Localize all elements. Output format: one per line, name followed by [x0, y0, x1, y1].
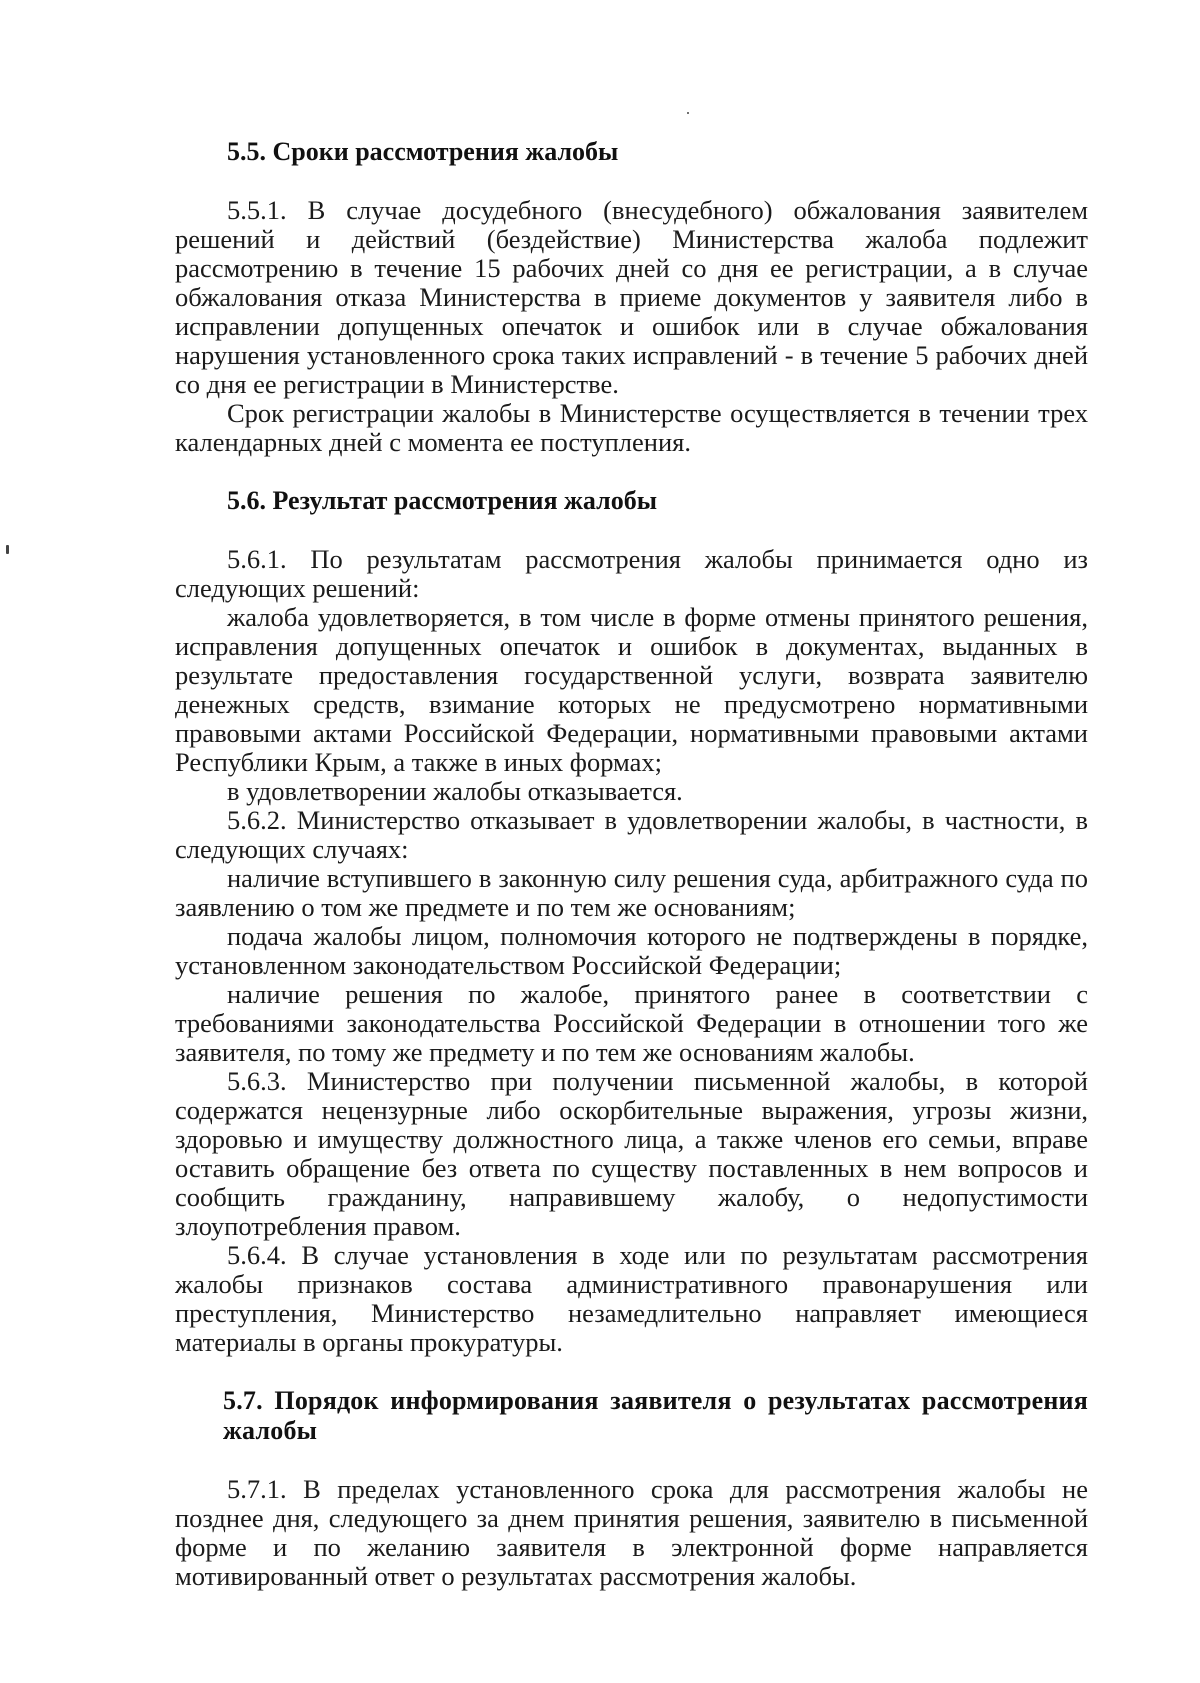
paragraph: в удовлетворении жалобы отказывается.: [227, 776, 683, 806]
section-heading-5-5: 5.5. Сроки рассмотрения жалобы: [227, 137, 619, 166]
paragraph: подача жалобы лицом, полномочия которого не подтверждены в порядке, установленном законодательством Российской Федерации;: [175, 921, 1088, 980]
paragraph: 5.6.4. В случае установления в ходе или по результатам рассмотрения жалобы признаков состава административного правонарушения или преступления, Министерство незамедлительно направляет имеющиеся материалы в органы прокуратуры.: [175, 1240, 1088, 1357]
document-body: [175, 137, 1088, 1591]
scan-speck: [6, 545, 9, 554]
paragraph: 5.5.1. В случае досудебного (внесудебного) обжалования заявителем решений и действий (бездействие) Министерства жалоба подлежит рассмотрению в течение 15 рабочих дней со дня ее регистрации, а в случае обжалования отказа Министерства в приеме документов у заявителя либо в исправлении допущенных опечаток и ошибок или в случае обжалования нарушения установленного срока таких исправлений - в течение 5 рабочих дней со дня ее регистрации в Министерстве.: [175, 195, 1088, 399]
paragraph: жалоба удовлетворяется, в том числе в форме отмены принятого решения, исправления допущенных опечаток и ошибок в документах, выданных в результате предоставления государственной услуги, возврата заявителю денежных средств, взимание которых не предусмотрено нормативными правовыми актами Российской Федерации, нормативными правовыми актами Республики Крым, а также в иных формах;: [175, 602, 1088, 777]
paragraph: 5.6.1. По результатам рассмотрения жалобы принимается одно из следующих решений:: [175, 544, 1088, 603]
paragraph: наличие решения по жалобе, принятого ранее в соответствии с требованиями законодательства Российской Федерации в отношении того же заявителя, по тому же предмету и по тем же основаниям жалобы.: [175, 979, 1088, 1067]
scan-speck: [687, 112, 689, 114]
paragraph: 5.6.2. Министерство отказывает в удовлетворении жалобы, в частности, в следующих случаях:: [175, 805, 1088, 864]
section-heading-5-6: 5.6. Результат рассмотрения жалобы: [227, 486, 658, 515]
paragraph: 5.6.3. Министерство при получении письменной жалобы, в которой содержатся нецензурные либо оскорбительные выражения, угрозы жизни, здоровью и имуществу должностного лица, а также членов его семьи, вправе оставить обращение без ответа по существу поставленных в нем вопросов и сообщить гражданину, направившему жалобу, о недопустимости злоупотребления правом.: [175, 1066, 1088, 1241]
paragraph: Срок регистрации жалобы в Министерстве осуществляется в течении трех календарных дней с момента ее поступления.: [175, 398, 1088, 457]
paragraph: 5.7.1. В пределах установленного срока для рассмотрения жалобы не позднее дня, следующего за днем принятия решения, заявителю в письменной форме и по желанию заявителя в электронной форме направляется мотивированный ответ о результатах рассмотрения жалобы.: [175, 1474, 1088, 1591]
paragraph: наличие вступившего в законную силу решения суда, арбитражного суда по заявлению о том же предмете и по тем же основаниям;: [175, 863, 1088, 922]
section-heading-5-7: 5.7. Порядок информирования заявителя о результатах рассмотрения жалобы: [223, 1386, 1088, 1445]
